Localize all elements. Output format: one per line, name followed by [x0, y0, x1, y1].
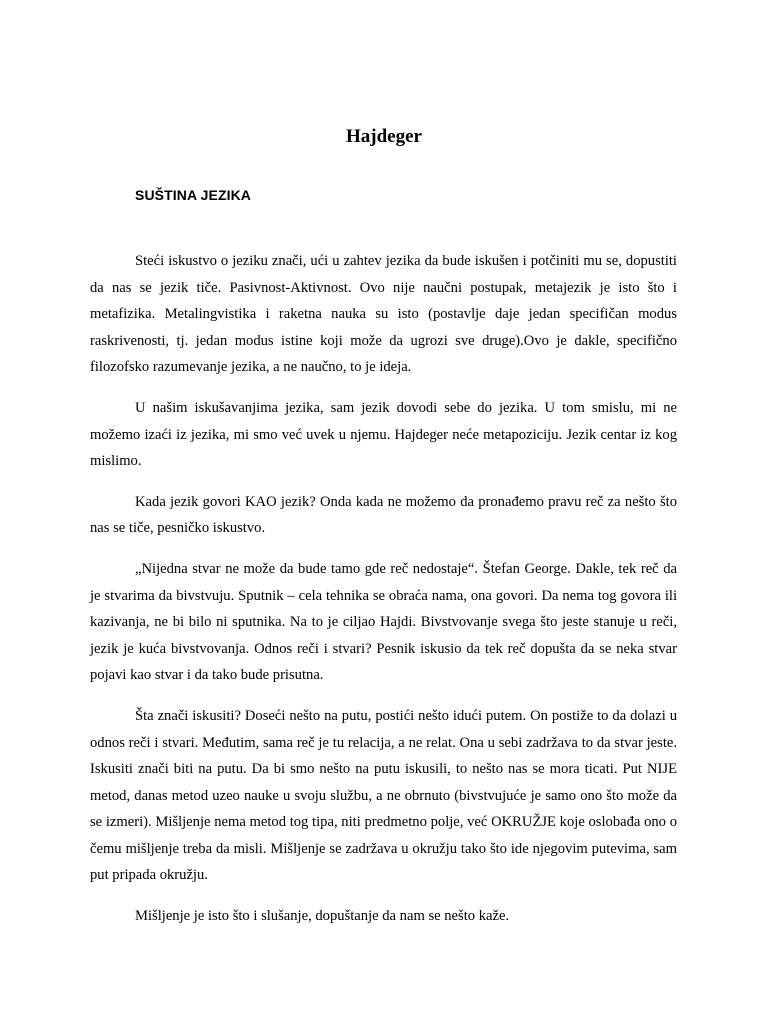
section-heading: SUŠTINA JEZIKA [135, 187, 252, 203]
paragraph: Kada jezik govori KAO jezik? Onda kada ne možemo da pronađemo pravu reč za nešto što nas se tiče, pesničko iskustvo. [90, 493, 677, 537]
paragraph: Šta znači iskusiti? Doseći nešto na putu, postići nešto idući putem. On postiže to da dolazi u odnos reči i stvari. Međutim, sama reč je tu relacija, a ne relat. Ona u sebi zadržava to da stvar jeste. Iskusiti znači biti na putu. Da bi smo nešto na putu iskusili, to nešto nas se mora ticati. Put NIJE metod, danas metod uzeo nauke u svoju službu, a ne obrnuto (bivstvujuće je samo ono što može da se izmeri). Mišljenje nema metod tog tipa, niti predmetno polje, već OKRUŽJE koje oslobađa ono o čemu mišljenje treba da misli. Mišljenje se zadržava u okružju tako što ide njegovim putevima, sam put pripada okružju. [90, 707, 677, 884]
body-text [90, 248, 677, 944]
document-title: Hajdeger [346, 126, 422, 147]
paragraph: „Nijedna stvar ne može da bude tamo gde reč nedostaje“. Štefan George. Dakle, tek reč da je stvarima da bivstvuju. Sputnik – cela tehnika se obraća nama, ona govori. Da nema tog govora ili kazivanja, ne bi bilo ni sputnika. Na to je ciljao Hajdi. Bivstvovanje svega što jeste stanuje u reči, jezik je kuća bivstvovanja. Odnos reči i stvari? Pesnik iskusio da tek reč dopušta da se neka stvar pojavi kao stvar i da tako bude prisutna. [90, 560, 677, 684]
paragraph: Mišljenje je isto što i slušanje, dopuštanje da nam se nešto kaže. [135, 908, 510, 925]
paragraph: U našim iskušavanjima jezika, sam jezik dovodi sebe do jezika. U tom smislu, mi ne možemo izaći iz jezika, mi smo već uvek u njemu. Hajdeger neće metapoziciju. Jezik centar iz kog mislimo. [90, 399, 677, 470]
paragraph: Steći iskustvo o jeziku znači, ući u zahtev jezika da bude iskušen i potčiniti mu se, dopustiti da nas se jezik tiče. Pasivnost-Aktivnost. Ovo nije naučni postupak, metajezik je isto što i metafizika. Metalingvistika i raketna nauka su isto (postavlje daje jedan specifičan modus raskrivenosti, tj. jedan modus istine koji može da ugrozi sve druge).Ovo je dakle, specifično filozofsko razumevanje jezika, a ne naučno, to je ideja. [90, 253, 677, 376]
